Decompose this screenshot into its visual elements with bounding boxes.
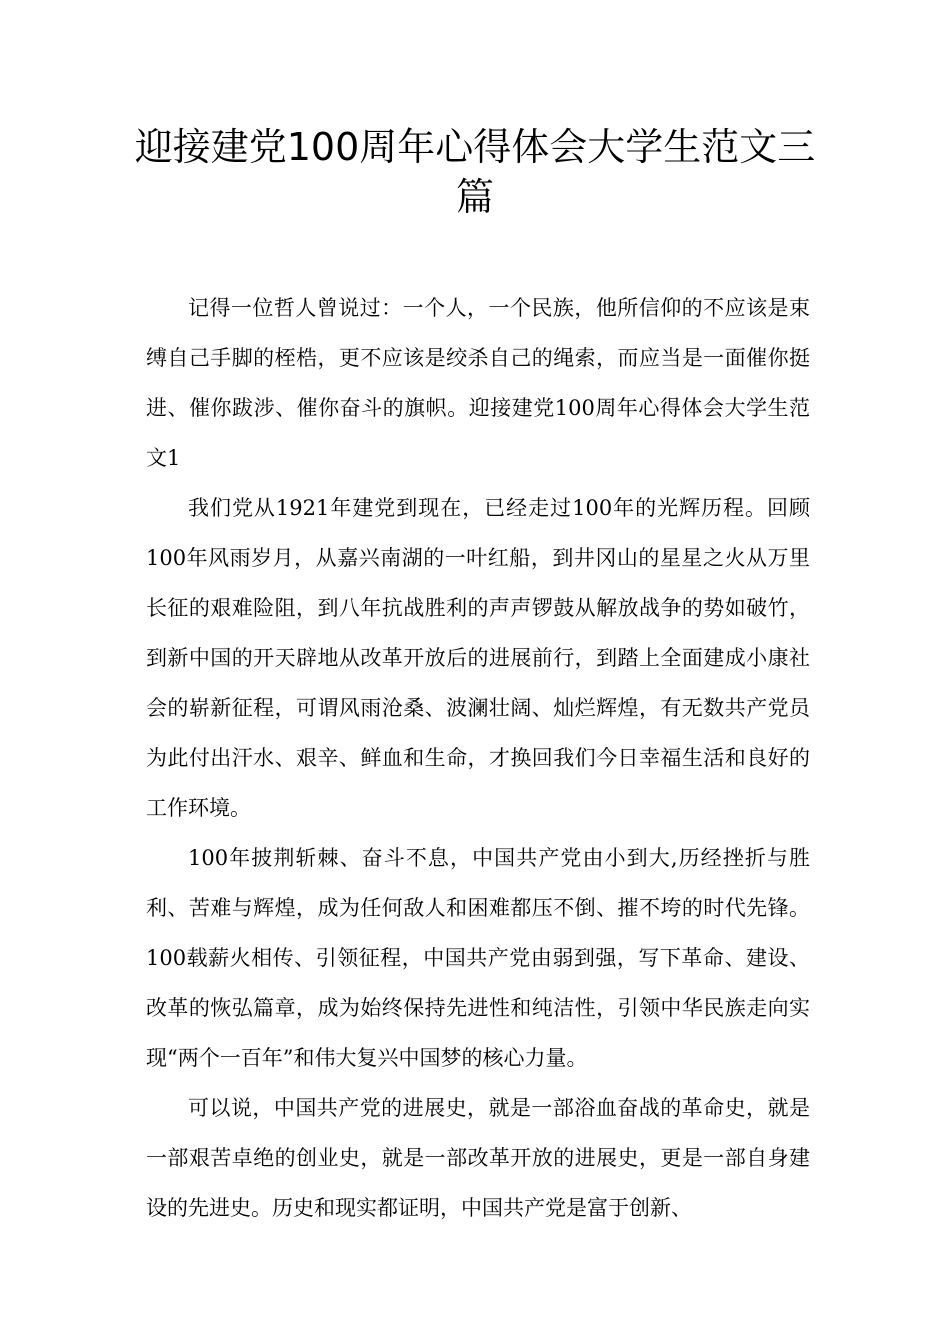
paragraph: 可以说，中国共产党的进展史，就是一部浴血奋战的革命史，就是一部艰苦卓绝的创业史，就是一部改革开放的进展史，更是一部自身建设的先进史。历史和现实都证明，中国共产党是富于创新、: [146, 1096, 810, 1220]
paragraph: 记得一位哲人曾说过：一个人，一个民族，他所信仰的不应该是束缚自己手脚的桎梏，更不应该是绞杀自己的绳索，而应当是一面催你挺进、催你跋涉、催你奋斗的旗帜。迎接建党100周年心得体会大学生范文1: [146, 296, 810, 470]
paragraph: 我们党从1921年建党到现在，已经走过100年的光辉历程。回顾100年风雨岁月，从嘉兴南湖的一叶红船，到井冈山的星星之火从万里长征的艰难险阻，到八年抗战胜利的声声锣鼓从解放战争的势如破竹，到新中国的开天辟地从改革开放后的进展前行，到踏上全面建成小康社会的崭新征程，可谓风雨沧桑、波澜壮阔、灿烂辉煌，有无数共产党员为此付出汗水、艰辛、鲜血和生命，才换回我们今日幸福生活和良好的工作环境。: [146, 496, 810, 820]
document-body: [146, 283, 810, 1233]
paragraph: 100年披荆斩棘、奋斗不息，中国共产党由小到大,历经挫折与胜利、苦难与辉煌，成为任何敌人和困难都压不倒、摧不垮的时代先锋。100载薪火相传、引领征程，中国共产党由弱到强，写下革命、建设、改革的恢弘篇章，成为始终保持先进性和纯洁性，引领中华民族走向实现“两个一百年”和伟大复兴中国梦的核心力量。: [146, 846, 810, 1070]
document-title: 迎接建党100周年心得体会大学生范文三篇: [134, 125, 816, 219]
